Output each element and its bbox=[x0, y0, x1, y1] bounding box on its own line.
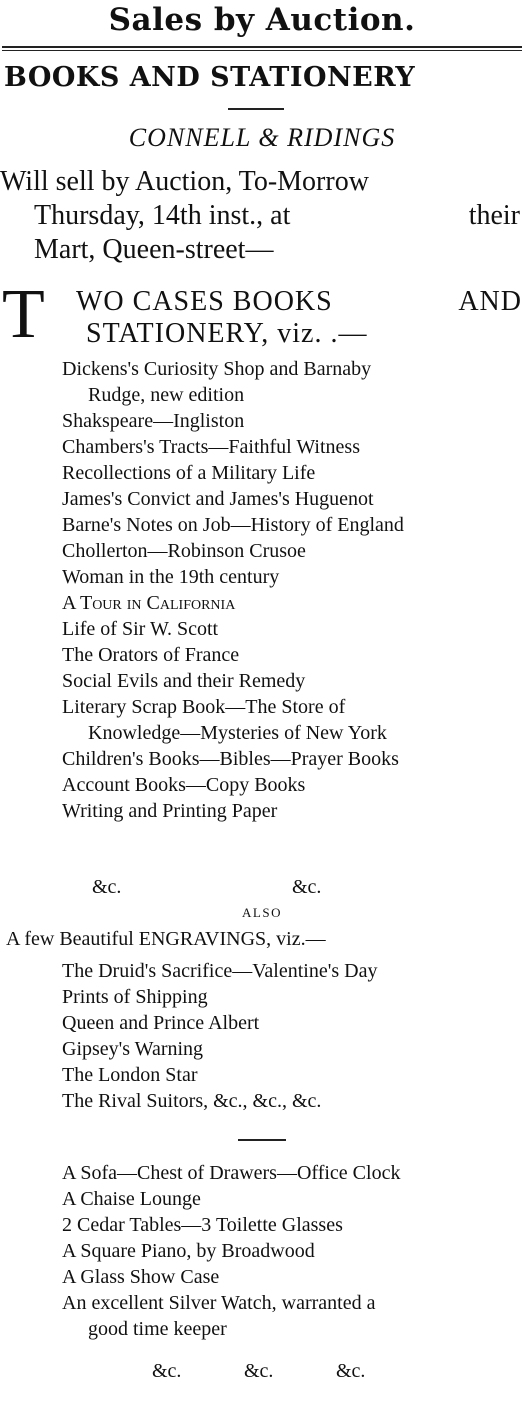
announcement-line-2-end: their bbox=[468, 200, 520, 231]
list-item: A Tour in California bbox=[62, 592, 236, 614]
list-item: Dickens's Curiosity Shop and Barnaby bbox=[62, 358, 372, 380]
engravings-heading: A few Beautiful ENGRAVINGS, viz.— bbox=[6, 928, 326, 950]
cases-line-1-text: WO CASES BOOKS bbox=[76, 286, 333, 317]
etc-mark: &c. bbox=[292, 876, 322, 898]
cases-heading bbox=[76, 286, 522, 350]
list-item: A Glass Show Case bbox=[62, 1266, 220, 1288]
list-item: A Sofa—Chest of Drawers—Office Clock bbox=[62, 1162, 401, 1184]
list-item: Shakspeare—Ingliston bbox=[62, 410, 245, 432]
book-list bbox=[62, 356, 522, 824]
header-rule-thin bbox=[2, 50, 522, 51]
list-item: Woman in the 19th century bbox=[62, 566, 280, 588]
cases-line-2: STATIONERY, viz. .— bbox=[86, 318, 368, 349]
cases-line-1 bbox=[76, 286, 522, 318]
announcement-line-1: Will sell by Auction, To-Morrow bbox=[0, 166, 369, 197]
list-item: Knowledge—Mysteries of New York bbox=[88, 722, 387, 744]
list-item: Chambers's Tracts—Faithful Witness bbox=[62, 436, 360, 458]
list-item: Gipsey's Warning bbox=[62, 1038, 204, 1060]
list-item: Children's Books—Bibles—Prayer Books bbox=[62, 748, 399, 770]
list-item: Barne's Notes on Job—History of England bbox=[62, 514, 404, 536]
announcement-line-2-text: Thursday, 14th inst., at bbox=[34, 200, 291, 231]
list-item: 2 Cedar Tables—3 Toilette Glasses bbox=[62, 1214, 343, 1236]
list-item: Recollections of a Military Life bbox=[62, 462, 316, 484]
list-item: Life of Sir W. Scott bbox=[62, 618, 219, 640]
etc-mark: &c. bbox=[152, 1360, 182, 1382]
etc-mark: &c. bbox=[336, 1360, 366, 1382]
list-item: Literary Scrap Book—The Store of bbox=[62, 696, 346, 718]
list-item: Queen and Prince Albert bbox=[62, 1012, 260, 1034]
section-title: BOOKS AND STATIONERY bbox=[4, 62, 416, 93]
furniture-list bbox=[62, 1160, 522, 1342]
cases-line-1-end: AND bbox=[458, 286, 522, 317]
announcement-line-2 bbox=[0, 199, 524, 233]
list-item: An excellent Silver Watch, warranted a bbox=[62, 1292, 376, 1314]
list-item: Chollerton—Robinson Crusoe bbox=[62, 540, 306, 562]
etc-mark: &c. bbox=[244, 1360, 274, 1382]
list-item: The London Star bbox=[62, 1064, 198, 1086]
sale-announcement bbox=[0, 165, 524, 267]
drop-cap: T bbox=[2, 276, 45, 353]
list-item: Rudge, new edition bbox=[88, 384, 245, 406]
list-item: The Rival Suitors, &c., &c., &c. bbox=[62, 1090, 322, 1112]
also-label: ALSO bbox=[242, 905, 282, 920]
section-divider bbox=[228, 108, 284, 110]
header-rule bbox=[2, 46, 522, 48]
list-item: Account Books—Copy Books bbox=[62, 774, 306, 796]
auctioneer-name: CONNELL & RIDINGS bbox=[128, 123, 396, 152]
list-item: A Chaise Lounge bbox=[62, 1188, 201, 1210]
list-item: James's Convict and James's Huguenot bbox=[62, 488, 374, 510]
announcement-line-3: Mart, Queen-street— bbox=[34, 234, 274, 265]
engraving-list bbox=[62, 958, 522, 1114]
page-header: Sales by Auction. bbox=[108, 2, 416, 38]
list-item: Writing and Printing Paper bbox=[62, 800, 278, 822]
list-item: Prints of Shipping bbox=[62, 986, 208, 1008]
section-divider bbox=[238, 1139, 286, 1141]
list-item: The Orators of France bbox=[62, 644, 240, 666]
list-item: A Square Piano, by Broadwood bbox=[62, 1240, 315, 1262]
etc-mark: &c. bbox=[92, 876, 122, 898]
list-item: Social Evils and their Remedy bbox=[62, 670, 306, 692]
list-item: good time keeper bbox=[88, 1318, 227, 1340]
list-item: The Druid's Sacrifice—Valentine's Day bbox=[62, 960, 378, 982]
